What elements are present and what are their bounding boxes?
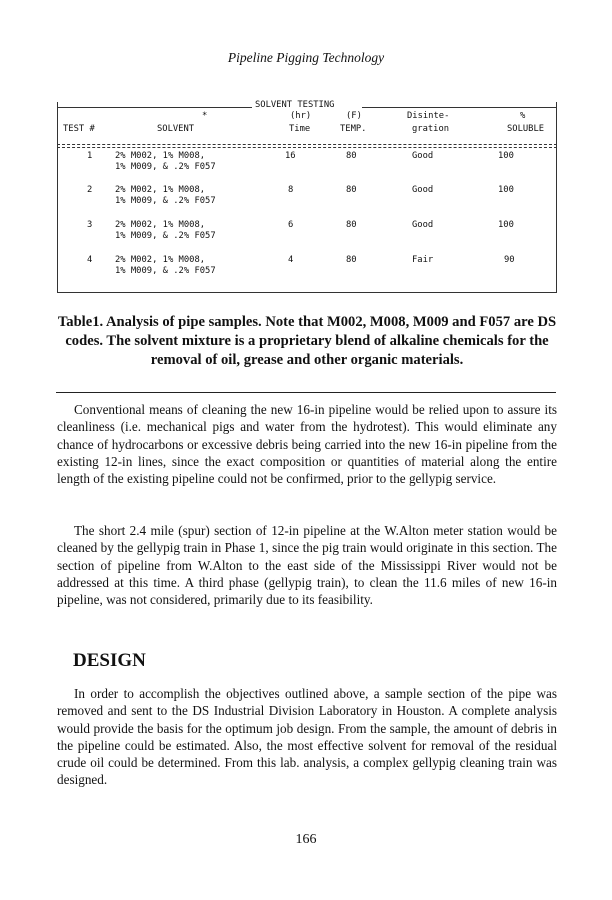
table-left-border [57, 102, 58, 293]
temp-unit: (F) [346, 111, 362, 121]
test-header: TEST # [63, 124, 95, 134]
time-unit: (hr) [290, 111, 312, 121]
row-4-solvent: 2% M002, 1% M008, [115, 255, 206, 265]
table-bottom-rule [57, 292, 557, 293]
solvent-header: SOLVENT [157, 124, 195, 134]
soluble-header-top: % [520, 111, 526, 121]
row-1-test: 1 [87, 151, 93, 161]
top-rule-right [362, 107, 556, 108]
row-4-solvent-cont: 1% M009, & .2% F057 [115, 266, 216, 276]
time-header: Time [289, 124, 311, 134]
row-1-temp: 80 [346, 151, 357, 161]
row-4-time: 4 [288, 255, 294, 265]
running-head: Pipeline Pigging Technology [227, 50, 385, 65]
row-3-time: 6 [288, 220, 294, 230]
paragraph-design: In order to accomplish the objectives outlined above, a sample section of the pipe was removed and sent to the DS Industrial Division Laboratory in Houston. A complete analysis would provide the basis for the optimum job design. From the sample, the amount of debris in the pipeline could be estimated. Also, the most effective solvent for removal of the residual crude oil could be determined. From this lab. analysis, a complex gellypig cleaning train was designed. [57, 686, 557, 788]
row-1-time: 16 [285, 151, 296, 161]
row-4-temp: 80 [346, 255, 357, 265]
table-banner: SOLVENT TESTING [255, 100, 335, 110]
row-3-solvent-cont: 1% M009, & .2% F057 [115, 231, 216, 241]
page-number: 166 [295, 832, 317, 847]
section-heading-design: DESIGN [73, 650, 146, 671]
paragraph-conventional-cleaning: Conventional means of cleaning the new 16-in pipeline would be relied upon to assure its cleanliness (i.e. mechanical pigs and water from the hydrotest). This would eliminate any chance of hydrocarbons or excessive debris being carried into the new 16-in pipeline from the existing 12-in lines, since the exact composition or quantities of material along the entire length of the existing pipeline could not be confirmed, prior to the gellypig service. [57, 402, 557, 487]
table-right-border [556, 102, 557, 293]
row-1-disintegration: Good [412, 151, 434, 161]
row-2-solvent-cont: 1% M009, & .2% F057 [115, 196, 216, 206]
temp-header: TEMP. [340, 124, 367, 134]
table-caption: Table1. Analysis of pipe samples. Note that M002, M008, M009 and F057 are DS codes. The solvent mixture is a proprietary blend of alkaline chemicals for the removal of oil, grease and other organic materials. [57, 314, 557, 368]
row-2-disintegration: Good [412, 185, 434, 195]
header-separator [57, 144, 557, 145]
row-2-test: 2 [87, 185, 93, 195]
row-3-disintegration: Good [412, 220, 434, 230]
solvent-testing-table [57, 100, 557, 293]
paragraph-spur-section: The short 2.4 mile (spur) section of 12-in pipeline at the W.Alton meter station would be cleaned by the gellypig train in Phase 1, since the pig train would originate in this section. The section of pipeline from W.Alton to the east side of the Mississippi River would not be addressed at this time. A third phase (gellypig train), to clean the 11.6 miles of new 16-in pipeline, was not considered, primarily due to its feasibility. [57, 523, 557, 608]
row-1-solvent-cont: 1% M009, & .2% F057 [115, 162, 216, 172]
row-1-solvent: 2% M002, 1% M008, [115, 151, 206, 161]
row-4-test: 4 [87, 255, 93, 265]
row-4-soluble: 90 [504, 255, 515, 265]
row-2-solvent: 2% M002, 1% M008, [115, 185, 206, 195]
header-separator-double [57, 147, 557, 148]
row-3-solvent: 2% M002, 1% M008, [115, 220, 206, 230]
top-rule-left [57, 107, 252, 108]
row-4-disintegration: Fair [412, 255, 434, 265]
soluble-header: SOLUBLE [507, 124, 545, 134]
asterisk: * [202, 111, 208, 121]
row-3-temp: 80 [346, 220, 357, 230]
caption-rule [56, 392, 556, 393]
row-1-soluble: 100 [498, 151, 514, 161]
row-2-temp: 80 [346, 185, 357, 195]
row-2-soluble: 100 [498, 185, 514, 195]
disintegration-header-top: Disinte- [407, 111, 450, 121]
row-2-time: 8 [288, 185, 294, 195]
disintegration-header: gration [412, 124, 450, 134]
row-3-test: 3 [87, 220, 93, 230]
row-3-soluble: 100 [498, 220, 514, 230]
